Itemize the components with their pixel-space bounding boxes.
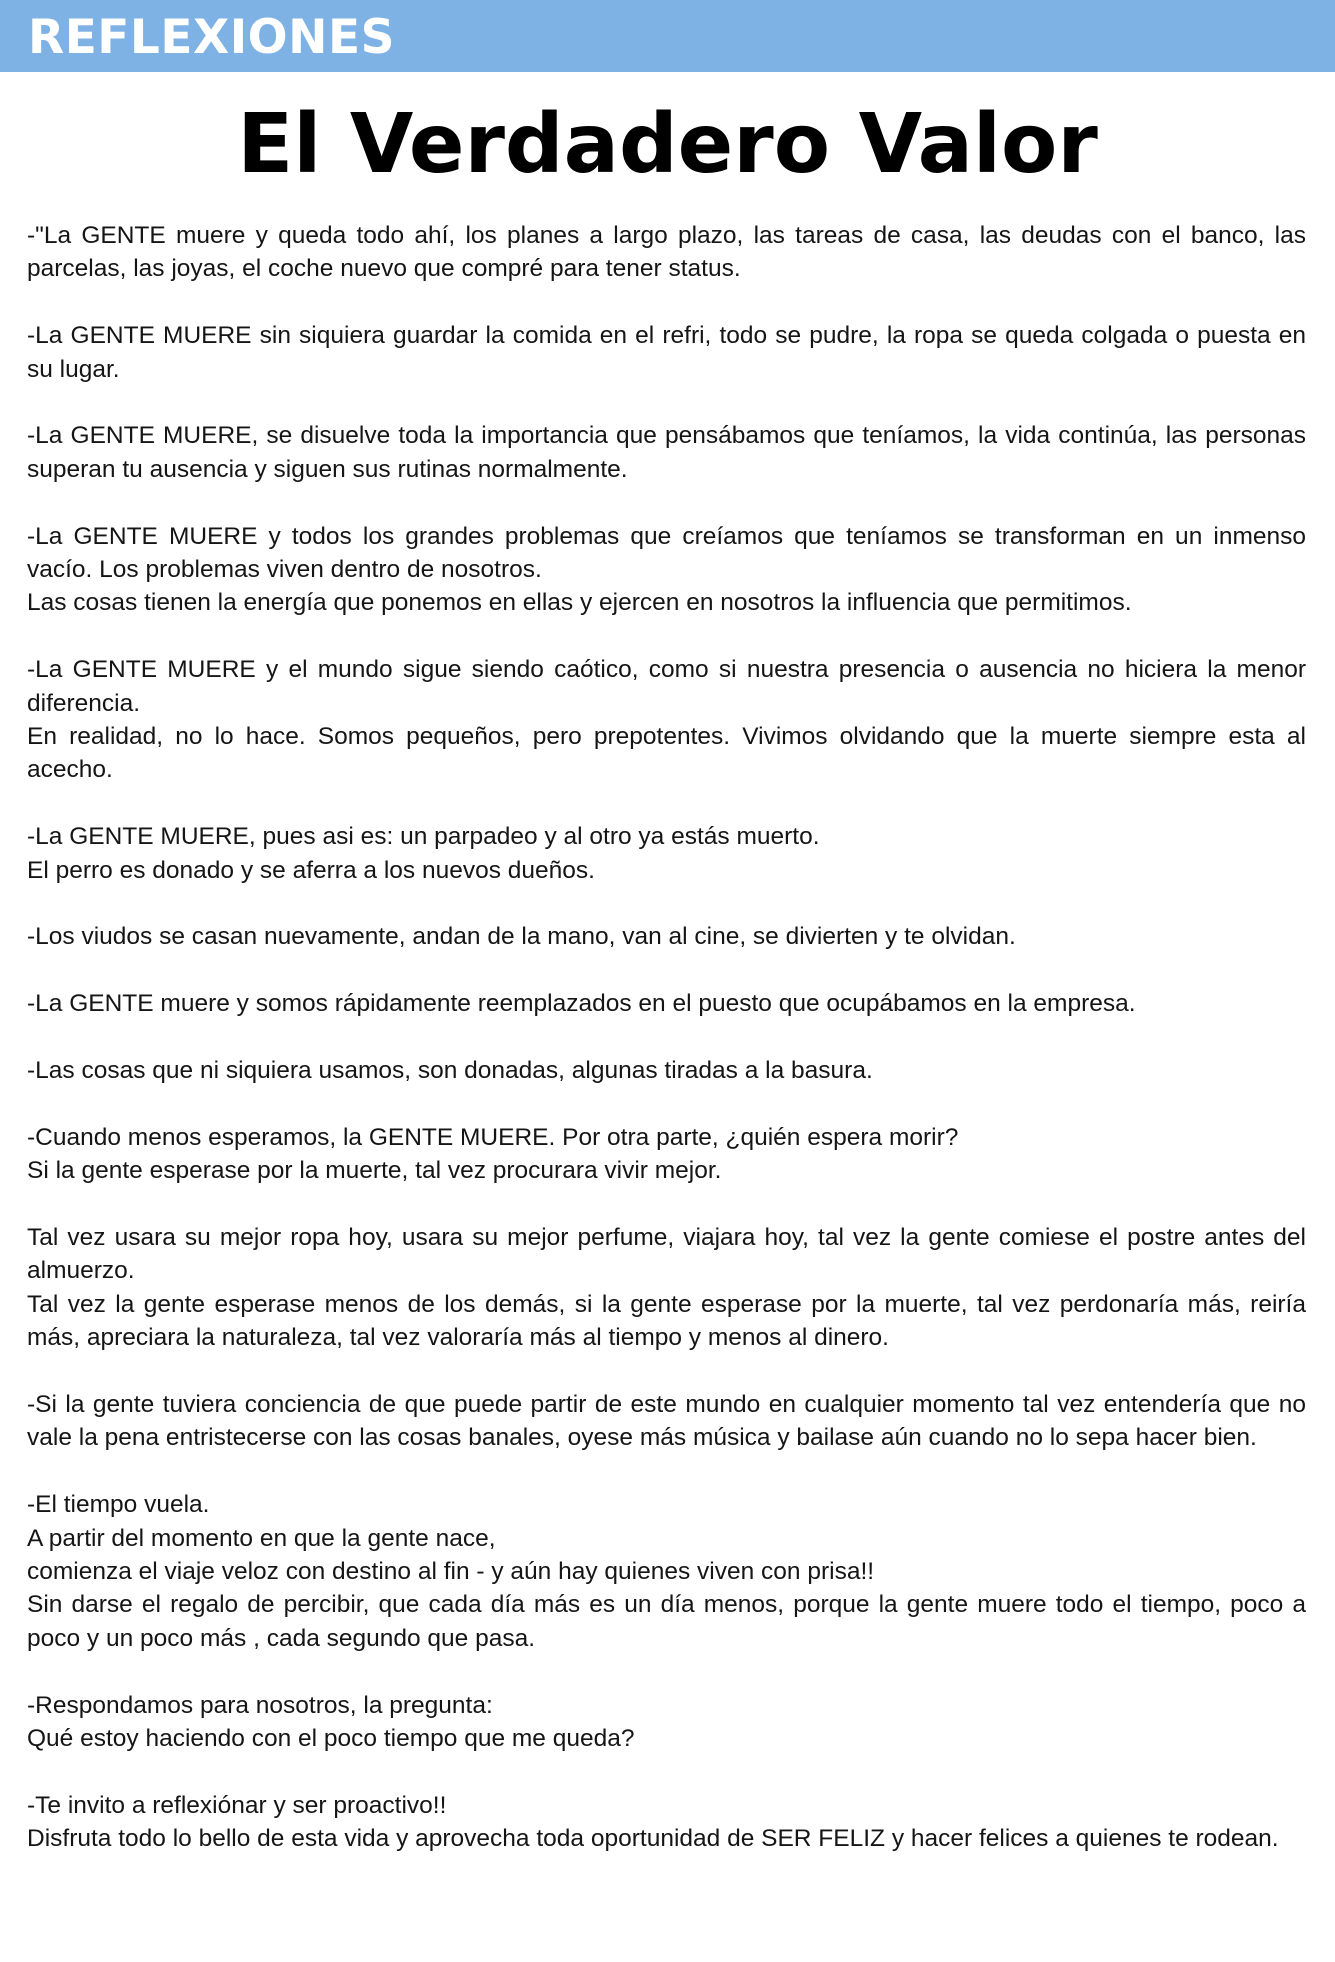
paragraph bbox=[27, 920, 1306, 953]
paragraph bbox=[27, 1121, 1306, 1188]
paragraph-line: -Te invito a reflexiónar y ser proactivo!! bbox=[27, 1791, 447, 1819]
paragraph bbox=[27, 520, 1306, 620]
paragraph-line: -La GENTE MUERE sin siquiera guardar la comida en el refri, todo se pudre, la ropa se queda colgada o puesta en su lugar. bbox=[27, 322, 1306, 383]
paragraph-line: -La GENTE MUERE, se disuelve toda la importancia que pensábamos que teníamos, la vida continúa, las personas superan tu ausencia y siguen sus rutinas normalmente. bbox=[27, 422, 1306, 483]
paragraph-line: -La GENTE muere y somos rápidamente reemplazados en el puesto que ocupábamos en la empresa. bbox=[27, 990, 1136, 1018]
paragraph bbox=[27, 820, 1306, 887]
paragraph bbox=[27, 419, 1306, 486]
paragraph bbox=[27, 987, 1306, 1020]
paragraph-line: Qué estoy haciendo con el poco tiempo que me queda? bbox=[27, 1725, 635, 1753]
paragraph-line: A partir del momento en que la gente nace, bbox=[27, 1524, 496, 1552]
paragraph-line: -Respondamos para nosotros, la pregunta: bbox=[27, 1691, 493, 1719]
paragraph bbox=[27, 1488, 1306, 1655]
paragraph-line: -"La GENTE muere y queda todo ahí, los planes a largo plazo, las tareas de casa, las deudas con el banco, las parcelas, las joyas, el coche nuevo que compré para tener status. bbox=[27, 222, 1306, 283]
article-body bbox=[27, 219, 1306, 1856]
paragraph-line: El perro es donado y se aferra a los nuevos dueños. bbox=[27, 856, 595, 884]
paragraph-line: Las cosas tienen la energía que ponemos en ellas y ejercen en nosotros la influencia que permitimos. bbox=[27, 589, 1132, 617]
paragraph-line: Si la gente esperase por la muerte, tal vez procurara vivir mejor. bbox=[27, 1157, 722, 1185]
paragraph bbox=[27, 1789, 1306, 1856]
paragraph-line: En realidad, no lo hace. Somos pequeños, pero prepotentes. Vivimos olvidando que la muerte siempre esta al acecho. bbox=[27, 723, 1306, 784]
paragraph-line: -La GENTE MUERE y el mundo sigue siendo caótico, como si nuestra presencia o ausencia no hiciera la menor diferencia. bbox=[27, 656, 1306, 717]
paragraph-line: Tal vez usara su mejor ropa hoy, usara su mejor perfume, viajara hoy, tal vez la gente comiese el postre antes del almuerzo. bbox=[27, 1224, 1306, 1285]
paragraph-line: Sin darse el regalo de percibir, que cada día más es un día menos, porque la gente muere todo el tiempo, poco a poco y un poco más , cada segundo que pasa. bbox=[27, 1591, 1306, 1652]
paragraph bbox=[27, 1054, 1306, 1087]
paragraph-line: Disfruta todo lo bello de esta vida y aprovecha toda oportunidad de SER FELIZ y hacer felices a quienes te rodean. bbox=[27, 1825, 1279, 1853]
paragraph bbox=[27, 319, 1306, 386]
section-label: REFLEXIONES bbox=[28, 10, 395, 65]
paragraph-line: -Los viudos se casan nuevamente, andan de la mano, van al cine, se divierten y te olvidan. bbox=[27, 923, 1016, 951]
paragraph bbox=[27, 1388, 1306, 1455]
paragraph bbox=[27, 653, 1306, 787]
paragraph bbox=[27, 219, 1306, 286]
paragraph-line: -El tiempo vuela. bbox=[27, 1491, 210, 1519]
paragraph-line: comienza el viaje veloz con destino al fin - y aún hay quienes viven con prisa!! bbox=[27, 1558, 875, 1586]
page-title: El Verdadero Valor bbox=[237, 97, 1098, 192]
header-bar bbox=[0, 0, 1335, 72]
paragraph-line: -Las cosas que ni siquiera usamos, son donadas, algunas tiradas a la basura. bbox=[27, 1057, 873, 1085]
paragraph bbox=[27, 1221, 1306, 1355]
paragraph-line: -Si la gente tuviera conciencia de que puede partir de este mundo en cualquier momento tal vez entendería que no vale la pena entristecerse con las cosas banales, oyese más música y bailase aún cuando no lo sepa hacer bien. bbox=[27, 1391, 1306, 1452]
paragraph bbox=[27, 1689, 1306, 1756]
paragraph-line: -La GENTE MUERE y todos los grandes problemas que creíamos que teníamos se transforman en un inmenso vacío. Los problemas viven dentro de nosotros. bbox=[27, 522, 1306, 584]
paragraph-line: Tal vez la gente esperase menos de los demás, si la gente esperase por la muerte, tal vez perdonaría más, reiría más, apreciara la naturaleza, tal vez valoraría más al tiempo y menos al dinero. bbox=[27, 1290, 1306, 1352]
paragraph-line: -La GENTE MUERE, pues asi es: un parpadeo y al otro ya estás muerto. bbox=[27, 823, 820, 851]
paragraph-line: -Cuando menos esperamos, la GENTE MUERE. Por otra parte, ¿quién espera morir? bbox=[27, 1123, 959, 1151]
